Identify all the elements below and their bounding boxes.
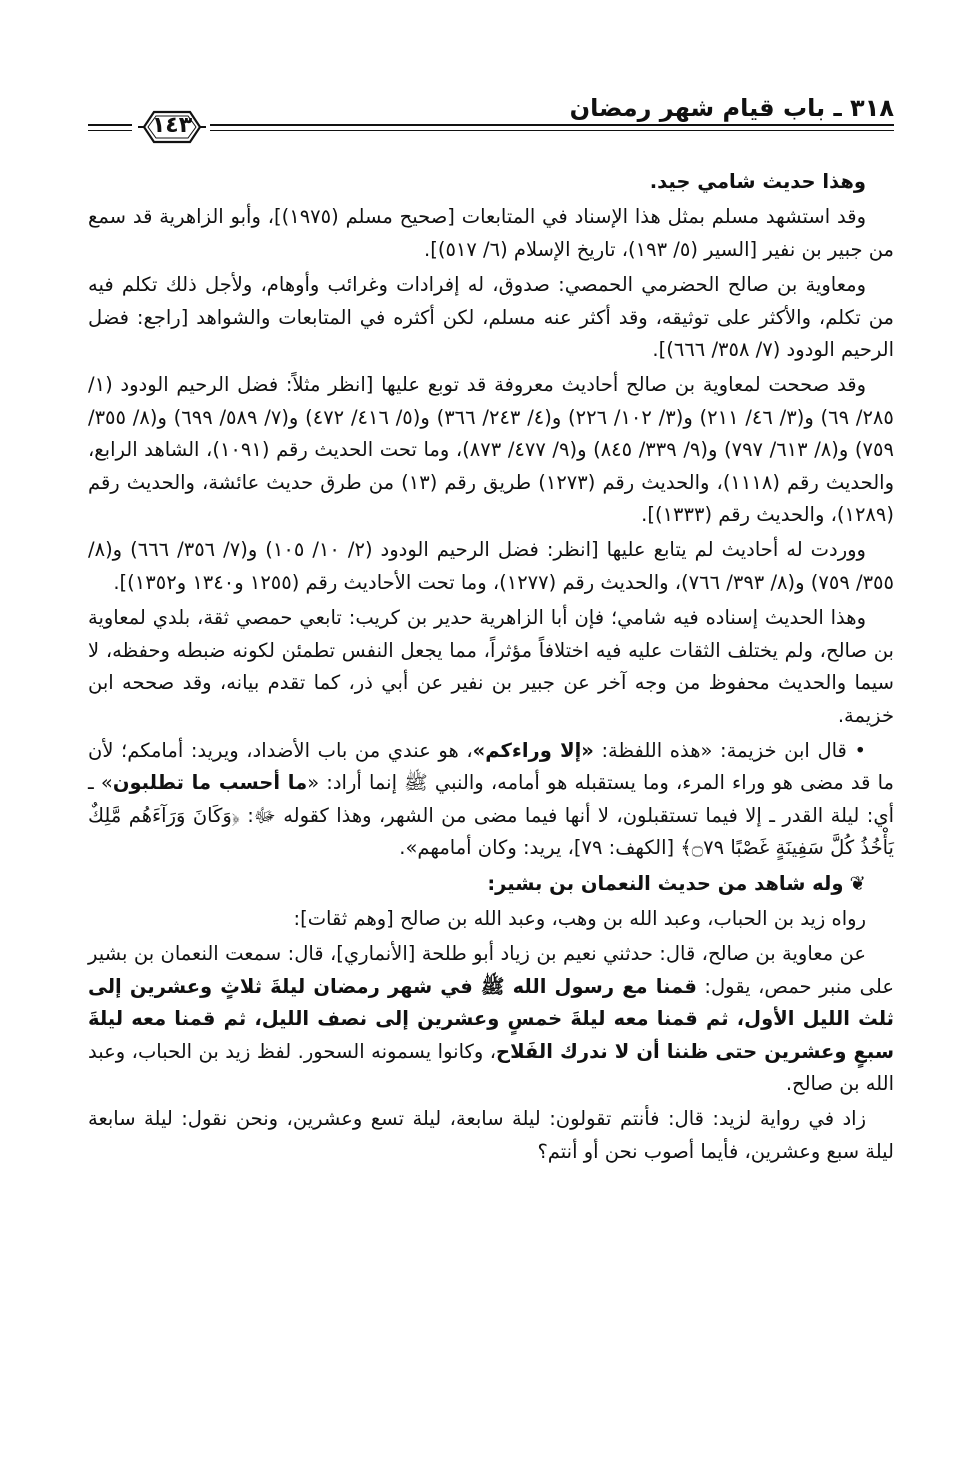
paragraph: زاد في رواية لزيد: قال: فأنتم تقولون: ليلة سابعة، ليلة تسع وعشرين، ونحن نقول: ليلة سابعة ليلة سبع وعشرين، فأيما أصوب نحن أو أنتم؟	[88, 1107, 894, 1163]
section-heading	[88, 868, 894, 900]
paragraph: رواه زيد بن الحباب، وعبد الله بن وهب، وعبد الله بن صالح [وهم ثقات]:	[293, 906, 866, 930]
paragraph: ومعاوية بن صالح الحضرمي الحمصي: صدوق، له إفرادات وغرائب وأوهام، ولأجل ذلك تكلم فيه من تكلم، والأكثر على توثيقه، وقد أكثر عنه مسلم، لكن أكثره في المتابعات والشواهد [راجع: فضل الرحيم الودود (٧/ ٣٥٨/ ٦٦٦)].	[88, 273, 894, 362]
paragraph-text: ، وكانوا يسمونه السحور. لفظ زيد بن الحباب، وعبد الله بن صالح.	[88, 1039, 894, 1095]
header-rule	[88, 130, 132, 131]
paragraph-text: • قال ابن خزيمة: «هذه اللفظة:	[593, 738, 866, 762]
paragraph-text: عن معاوية بن صالح، قال: حدثني نعيم بن زياد أبو طلحة [الأنماري]، قال: سمعت النعمان بن بشير على منبر حمص، يقول:	[88, 942, 894, 998]
paragraph: وقد صححت لمعاوية بن صالح أحاديث معروفة قد توبع عليها [انظر مثلاً: فضل الرحيم الودود (١/ ٢٨٥/ ٦٩) و(٣/ ٤٦/ ٢١١) و(٣/ ١٠٢/ ٢٢٦) و(٤/ ٢٤٣/ ٣٦٦) و(٥/ ٤١٦/ ٤٧٢) و(٧/ ٥٨٩/ ٦٩٩) و(٨/ ٣٥٥/ ٧٥٩) و(٨/ ٦١٣/ ٧٩٧) و(٩/ ٣٣٩/ ٨٤٥) و(٩/ ٤٧٧/ ٨٧٣)، وما تحت الحديث رقم (١٠٩١)، الشاهد الرابع، والحديث رقم (١١١٨)، والحديث رقم (١٢٧٣) طريق رقم (١٣) من طرق حديث عائشة، والحديث رقم (١٢٨٩)، والحديث رقم (١٣٣٣)].	[88, 373, 894, 527]
header-rule	[210, 124, 894, 126]
paragraph-text: ، هو عندي من باب الأضداد، ويريد: أمامكم؛ لأن ما قد مضى هو وراء المرء، وما يستقبله هو أمامه، والنبي ﷺ إنما أراد: «	[88, 738, 894, 795]
running-title: ٣١٨ ـ باب قيام شهر رمضان	[569, 94, 894, 122]
paragraph: ووردت له أحاديث لم يتابع عليها [انظر: فضل الرحيم الودود (٢/ ١٠/ ١٠٥) و(٧/ ٣٥٦/ ٦٦٦) و(٨/ ٣٥٥/ ٧٥٩) و(٨/ ٣٩٣/ ٧٦٦)، والحديث رقم (١٢٧٧)، وما تحت الأحاديث رقم (١٢٥٥ و١٣٤٠ و١٣٥٢)].	[88, 538, 894, 594]
paragraph: وهذا حديث شامي جيد.	[649, 170, 866, 193]
page-number-badge	[136, 106, 208, 148]
header-rule	[88, 124, 132, 126]
hadith-text: قمنا مع رسول الله ﷺ في شهر رمضان ليلةَ ثلاثٍ وعشرين إلى ثلث الليل الأول، ثم قمنا معه ليلةَ خمسٍ وعشرين إلى نصف الليل، ثم قمنا معه ليلةَ سبعٍ وعشرين حتى ظننا أن لا ندرك الفَلاح	[88, 974, 895, 1063]
emphasized-phrase: «إلا وراءكم»	[472, 738, 594, 762]
page-body	[88, 166, 894, 1171]
paragraph-text: » ـ أي: ليلة القدر ـ إلا فيما تستقبلون، لا أنها فيما مضى من الشهر، وهذا كقوله ﷻ: ﴿وَكَانَ وَرَآءَهُم مَّلِكٌ يَأْخُذُ كُلَّ سَفِينَةٍ غَصْبًا ۝٧٩﴾ [الكهف: ٧٩]، يريد: وكان أمامهم».	[88, 771, 894, 860]
header-rule	[210, 130, 894, 131]
flower-icon: ❦	[843, 871, 866, 895]
paragraph	[88, 735, 894, 865]
page-number: ١٤٣	[151, 113, 193, 138]
section-heading-text: وله شاهد من حديث النعمان بن بشير:	[487, 871, 844, 895]
page-header	[88, 84, 894, 140]
paragraph: وهذا الحديث إسناده فيه شامي؛ فإن أبا الزاهرية حدير بن كريب: تابعي حمصي ثقة، بلدي لمعاوية بن صالح، ولم يختلف الثقات عليه فيه اختلافاً مؤثراً، مما يجعل النفس تطمئن لكونه ضبطه وحفظه، لا سيما والحديث محفوظ من وجه آخر عن جبير بن نفير عن أبي ذر، كما تقدم بيانه، وقد صححه ابن خزيمة.	[88, 606, 894, 727]
paragraph	[88, 938, 894, 1100]
paragraph: وقد استشهد مسلم بمثل هذا الإسناد في المتابعات [صحيح مسلم (١٩٧٥)]، وأبو الزاهرية قد سمع من جبير بن نفير [السير (٥/ ١٩٣)، تاريخ الإسلام (٦/ ٥١٧)].	[88, 205, 894, 261]
emphasized-phrase: ما أحسب ما تطلبون	[112, 771, 308, 795]
